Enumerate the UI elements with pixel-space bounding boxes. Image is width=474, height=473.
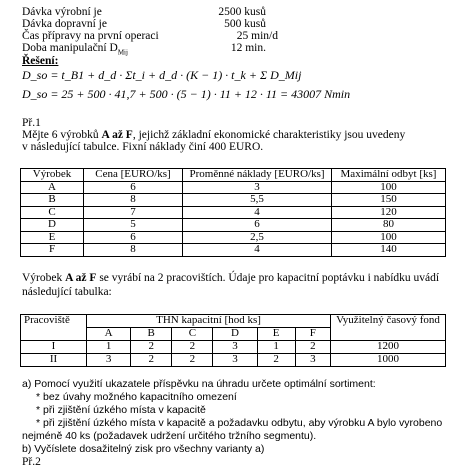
column-header: Pracoviště [21,315,87,341]
table-cell: 5 [84,219,183,232]
table-cell: 7 [84,206,183,219]
column-header: E [257,328,295,341]
column-header: Maximální odbyt [ks] [332,169,446,182]
table-cell: 4 [183,206,332,219]
column-header: F [295,328,330,341]
table-cell: 2 [172,341,213,354]
table-cell: 1000 [331,354,446,367]
column-header: Proměnné náklady [EURO/ks] [183,169,332,182]
table-row [21,206,446,219]
table-cell: D [21,219,84,232]
paragraph-2-line-2: následující tabulka: [22,286,112,298]
example-1-heading: Př.1 [22,117,41,129]
example-2-heading: Př.2 [22,456,41,468]
column-header: B [131,328,172,341]
column-header: C [172,328,213,341]
table-cell: B [21,194,84,207]
param-label-4: Doba manipulační $D_{Mij}$ [22,42,128,57]
example-1-intro-line-1: Mějte 6 výrobků A až F, jejichž základní ekonomické charakteristiky jsou uvedeny [22,129,406,141]
capacity-table [20,314,446,367]
formula-calculation: D_so = 25 + 500 · 41,7 + 500 · (5 − 1) · 11 + 12 · 11 = 43007 Nmin [22,87,351,101]
task-b: b) Vyčíslete dosažitelný zisk pro všechny varianty a) [22,443,265,455]
param-label-2: Dávka dopravní je [22,18,107,30]
table-row [21,354,446,367]
table-cell: 80 [332,219,446,232]
table-cell: 3 [213,354,257,367]
param-value-4: 12 min. [230,42,266,54]
table-row [21,194,446,207]
task-a: a) Pomocí využití ukazatele příspěvku na úhradu určete optimální sortiment: [22,378,376,390]
column-header: Využitelný časový fond [331,315,446,341]
table-header-row [21,169,446,182]
bullet-2: * při zjištění úzkého místa v kapacitě [36,404,206,416]
param-value-1: 2500 kusů [218,6,266,18]
table-cell: 100 [332,181,446,194]
param-label-1: Dávka výrobní je [22,6,102,18]
table-cell: 6 [84,181,183,194]
table-cell: 2 [257,354,295,367]
table-cell: 8 [84,244,183,257]
table-row [21,341,446,354]
table-header-row [21,315,446,328]
table-cell: 1 [257,341,295,354]
table-cell: 140 [332,244,446,257]
table-cell: A [21,181,84,194]
column-header: A [87,328,131,341]
table-cell: 1200 [331,341,446,354]
table-cell: 100 [332,231,446,244]
reseni-label: Řešení: [22,55,59,67]
table-row [21,181,446,194]
products-table [20,168,446,257]
param-value-2: 500 kusů [224,18,266,30]
table-cell: 4 [183,244,332,257]
example-1-intro-line-2: v následující tabulce. Fixní náklady činí 400 EURO. [22,141,264,153]
table-cell: 150 [332,194,446,207]
table-cell: F [21,244,84,257]
table-cell: I [21,341,87,354]
table-cell: C [21,206,84,219]
column-header: THN kapacitní [hod ks] [87,315,331,328]
table-row [21,231,446,244]
column-header: D [213,328,257,341]
table-row [21,244,446,257]
table-cell: 3 [295,354,330,367]
column-header: Výrobek [21,169,84,182]
paragraph-2-line-1: Výrobek A až F se vyrábí na 2 pracovištích. Údaje pro kapacitní poptávku i nabídku uvádí [22,272,440,284]
table-cell: 2 [131,341,172,354]
bullet-3: * při zjištění úzkého místa v kapacitě a požadavku odbytu, aby výrobku A bylo vyrobeno [36,417,443,429]
table-cell: 5,5 [183,194,332,207]
table-cell: 2,5 [183,231,332,244]
bullet-3-continuation: nejméně 40 ks (požadavek udržení určitého tržního segmentu). [22,430,317,442]
table-cell: E [21,231,84,244]
table-cell: 2 [131,354,172,367]
table-cell: 6 [183,219,332,232]
formula-definition: D_so = t_B1 + d_d · Σt_i + d_d · (K − 1) · t_k + Σ D_Mij [22,68,302,82]
param-label-3: Čas přípravy na první operaci [22,30,159,42]
table-cell: 8 [84,194,183,207]
table-cell: 3 [213,341,257,354]
bullet-1: * bez úvahy možného kapacitního omezení [36,391,237,403]
column-header: Cena [EURO/ks] [84,169,183,182]
table-cell: 2 [295,341,330,354]
table-row [21,219,446,232]
table-cell: 2 [172,354,213,367]
table-cell: 6 [84,231,183,244]
table-cell: 3 [183,181,332,194]
table-cell: 120 [332,206,446,219]
table-cell: II [21,354,87,367]
table-cell: 1 [87,341,131,354]
param-value-3: 25 min/d [236,30,278,42]
table-cell: 3 [87,354,131,367]
